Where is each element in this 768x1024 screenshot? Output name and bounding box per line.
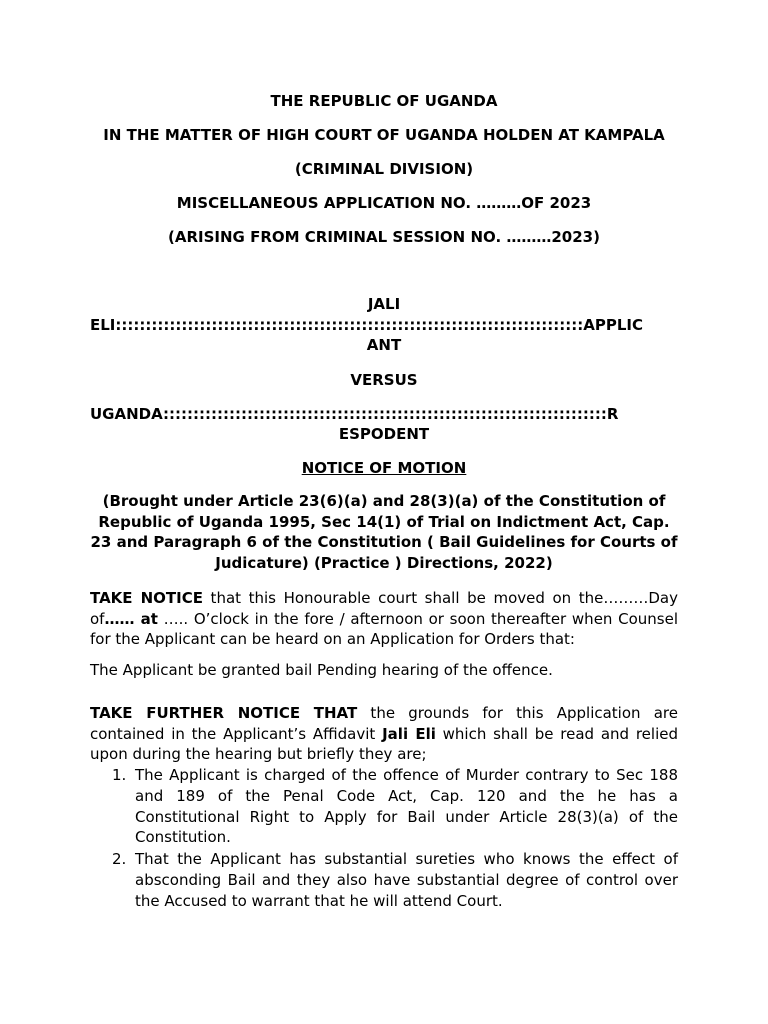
versus-label: VERSUS bbox=[350, 371, 418, 389]
further-notice-lead: TAKE FURTHER NOTICE THAT bbox=[90, 704, 358, 722]
heading-division: (CRIMINAL DIVISION) bbox=[294, 160, 474, 178]
notice-of-motion-title: NOTICE OF MOTION bbox=[301, 459, 467, 477]
brought-under-clause: (Brought under Article 23(6)(a) and 28(3)(a) of the Constitution of Republic of Uganda 1995, Sec 14(1) of Trial on Indictment Act, Cap. 23 and Paragraph 6 of the Constitution ( Bail Guidelines for Courts of Judicature) (Practice ) Directions, 2022) bbox=[90, 492, 678, 572]
take-notice-lead: TAKE NOTICE bbox=[90, 589, 203, 607]
heading-republic: THE REPUBLIC OF UGANDA bbox=[270, 92, 498, 110]
applicant-line-1: JALI bbox=[367, 295, 401, 313]
applicant-line-2: ELI::::::::::::::::::::::::::::::::::::::::::::::::::::::::::::::::::::::::::::::APPLIC bbox=[90, 316, 644, 334]
order-paragraph: The Applicant be granted bail Pending hearing of the offence. bbox=[90, 661, 553, 679]
applicant-name: Jali Eli bbox=[382, 724, 436, 743]
heading-application-number: MISCELLANEOUS APPLICATION NO. ………OF 2023 bbox=[176, 194, 592, 212]
grounds-list bbox=[90, 765, 678, 913]
further-notice-paragraph: TAKE FURTHER NOTICE THAT the grounds for this Application are contained in the Applicant’s Affidavit Jali Eli which shall be read and relied upon during the hearing but briefly they are; bbox=[90, 704, 678, 763]
list-item: 1. The Applicant is charged of the offence of Murder contrary to Sec 188 and 189 of the Penal Code Act, Cap. 120 and the he has a Constitutional Right to Apply for Bail under Article 28(3)(a) of the Constitution. bbox=[112, 766, 678, 847]
respondent-line-1: UGANDA::::::::::::::::::::::::::::::::::::::::::::::::::::::::::::::::::::::::::R bbox=[90, 405, 619, 423]
applicant-line-3: ANT bbox=[366, 336, 402, 354]
respondent-line-2: ESPODENT bbox=[338, 425, 430, 443]
heading-matter: IN THE MATTER OF HIGH COURT OF UGANDA HOLDEN AT KAMPALA bbox=[103, 126, 665, 144]
list-item: 2. That the Applicant has substantial sureties who knows the effect of absconding Bail and they also have substantial degree of control over the Accused to warrant that he will attend Court. bbox=[112, 850, 678, 910]
take-notice-paragraph: TAKE NOTICE that this Honourable court shall be moved on the………Day of…… at ….. O’clock in the fore / afternoon or soon thereafter when Counsel for the Applicant can be heard on an Application for Orders that: bbox=[90, 589, 679, 648]
heading-arising-from: (ARISING FROM CRIMINAL SESSION NO. ………2023) bbox=[168, 228, 600, 246]
